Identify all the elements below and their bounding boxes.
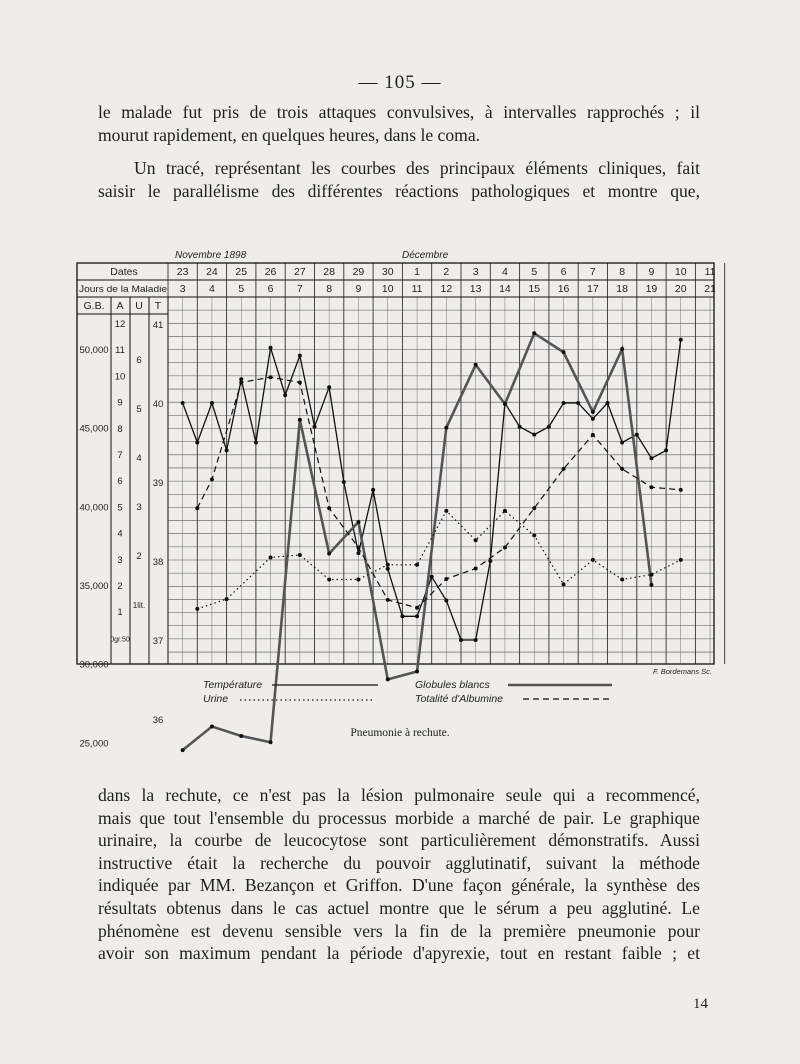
day-tick: 17: [587, 283, 599, 295]
series-point-urine: [356, 578, 360, 582]
day-tick: 20: [674, 283, 687, 295]
urine-tick: 4: [136, 453, 142, 464]
date-tick: 11: [704, 266, 716, 278]
day-tick: 11: [411, 283, 423, 295]
series-point-albumine: [298, 380, 302, 384]
series-point-albumine: [195, 506, 199, 510]
date-tick: 7: [589, 266, 596, 278]
series-point-urine: [679, 558, 683, 562]
series-point-globules-blancs: [356, 520, 360, 524]
series-point-temperature: [181, 401, 185, 405]
axis-header: U: [135, 300, 143, 312]
day-tick: 9: [355, 283, 362, 295]
series-point-temperature: [327, 385, 331, 389]
series-point-urine: [386, 563, 390, 567]
albumine-tick: 8: [117, 423, 123, 435]
date-tick: 8: [619, 266, 626, 278]
signature-mark: 14: [693, 996, 708, 1012]
albumine-tick: 3: [117, 554, 123, 566]
series-point-temperature: [679, 338, 683, 342]
series-point-albumine: [239, 380, 243, 384]
date-tick: 3: [472, 266, 479, 278]
paragraph-line: indiquée par MM. Bezançon et Griffon. D'une façon générale, la synthèse des: [98, 875, 700, 896]
date-tick: 25: [235, 266, 248, 278]
series-point-temperature: [562, 401, 566, 405]
series-point-temperature: [547, 425, 551, 429]
legend-temperature-label: Température: [203, 679, 263, 691]
month-label: Novembre 1898: [175, 250, 247, 261]
series-point-globules-blancs: [298, 418, 302, 422]
series-point-globules-blancs: [649, 583, 653, 587]
date-tick: 6: [560, 266, 567, 278]
series-point-albumine: [444, 577, 448, 581]
paragraph-line: urinaire, la courbe de leucocytose sont particulièrement démonstratifs. Aussi: [98, 830, 700, 851]
paragraph-line: phénomène est devenu sensible vers la fin de la première pneumonie pour: [98, 920, 700, 941]
date-tick: 23: [176, 266, 189, 278]
urine-tick: 5: [136, 404, 142, 415]
engraver-credit: F. Bordemans Sc.: [652, 667, 712, 676]
day-tick: 10: [381, 283, 394, 295]
series-point-urine: [415, 563, 419, 567]
temp-tick: 38: [152, 557, 164, 568]
date-tick: 24: [206, 266, 218, 278]
day-tick: 16: [557, 283, 570, 295]
series-point-globules-blancs: [474, 363, 478, 367]
axis-header: A: [116, 300, 124, 312]
series-point-urine: [503, 509, 507, 513]
urine-tick: 6: [136, 355, 142, 366]
series-point-albumine: [210, 477, 214, 481]
series-point-urine: [195, 607, 199, 611]
date-tick: 29: [352, 266, 365, 278]
legend-albumine-label: Totalité d'Albumine: [415, 693, 504, 705]
paragraph-line: résultats obtenus dans le cas actuel montre que le sérum a peu agglutiné. Le: [98, 897, 700, 918]
page-number: — 105 —: [358, 72, 442, 93]
series-point-globules-blancs: [620, 347, 624, 351]
albumine-tick: 11: [115, 345, 125, 357]
day-tick: 4: [209, 283, 215, 295]
series-point-albumine: [620, 467, 624, 471]
series-point-globules-blancs: [327, 551, 331, 555]
date-tick: 9: [648, 266, 655, 278]
albumine-tick: 7: [117, 450, 123, 461]
series-point-globules-blancs: [386, 677, 390, 681]
series-point-temperature: [474, 638, 478, 642]
days-label: Jours de la Maladie: [79, 284, 167, 294]
series-point-globules-blancs: [503, 402, 507, 406]
series-point-temperature: [649, 456, 653, 460]
day-tick: 13: [469, 283, 482, 295]
series-point-globules-blancs: [415, 669, 419, 673]
series-point-temperature: [415, 614, 419, 618]
series-point-albumine: [327, 506, 331, 510]
series-point-temperature: [444, 599, 448, 603]
series-point-temperature: [532, 433, 536, 437]
series-point-temperature: [635, 433, 639, 437]
series-point-temperature: [620, 441, 624, 445]
paragraph-line: Un tracé, représentant les courbes des principaux éléments cliniques, fait: [134, 158, 700, 178]
day-tick: 7: [296, 283, 303, 295]
day-tick: 8: [326, 283, 333, 295]
date-tick: 28: [323, 266, 335, 278]
series-point-globules-blancs: [444, 426, 448, 430]
day-tick: 3: [179, 283, 186, 295]
series-point-albumine: [562, 467, 566, 471]
series-point-temperature: [371, 488, 375, 492]
series-point-albumine: [356, 546, 360, 550]
date-tick: 27: [294, 266, 306, 278]
series-point-globules-blancs: [181, 748, 185, 752]
series-point-temperature: [386, 567, 390, 571]
series-point-albumine: [415, 606, 419, 610]
series-point-temperature: [210, 401, 214, 405]
date-tick: 10: [674, 266, 687, 278]
bottom-paragraph: [98, 784, 700, 965]
paragraph-line: saisir le parallélisme des différentes réactions pathologiques et montre que,: [98, 180, 700, 201]
albumine-tick: 5: [117, 502, 123, 514]
albumine-tick: 4: [117, 528, 123, 540]
gb-tick: 45,000: [79, 423, 109, 435]
albumine-tick: 6: [117, 476, 123, 488]
day-tick: 19: [645, 283, 658, 295]
paragraph-line: dans la rechute, ce n'est pas la lésion pulmonaire seule qui a recommencé,: [98, 785, 700, 805]
series-point-temperature: [298, 354, 302, 358]
series-point-albumine: [474, 566, 478, 570]
date-tick: 4: [502, 266, 508, 278]
gb-tick: 35,000: [79, 580, 109, 592]
series-point-temperature: [283, 393, 287, 397]
series-point-urine: [298, 553, 302, 557]
albumine-tick: 9: [117, 397, 123, 409]
series-point-urine: [532, 533, 536, 537]
date-tick: 1: [414, 266, 420, 278]
series-point-globules-blancs: [562, 350, 566, 354]
series-point-albumine: [269, 375, 273, 379]
dates-label: Dates: [110, 266, 138, 278]
series-point-temperature: [225, 448, 229, 452]
paragraph-line: le malade fut pris de trois attaques convulsives, à intervalles rapprochés ; il: [98, 102, 700, 122]
date-tick: 2: [443, 266, 450, 278]
urine-tick: 1lit.: [132, 601, 146, 610]
date-tick: 30: [381, 266, 394, 278]
legend-urine-label: Urine: [203, 693, 229, 705]
gb-tick: 25,000: [79, 738, 109, 750]
series-point-temperature: [313, 425, 317, 429]
series-point-globules-blancs: [269, 740, 273, 744]
day-tick: 5: [238, 283, 245, 295]
series-point-urine: [225, 597, 229, 601]
albumine-tick: 1: [117, 607, 123, 619]
series-point-temperature: [342, 480, 346, 484]
paragraph-line: mourut rapidement, en quelques heures, dans le coma.: [98, 124, 481, 145]
series-point-urine: [474, 538, 478, 542]
series-point-temperature: [356, 551, 360, 555]
series-point-temperature: [576, 401, 580, 405]
series-point-urine: [327, 578, 331, 582]
series-point-temperature: [269, 346, 273, 350]
urine-tick: 2: [136, 551, 142, 562]
figure-caption: Pneumonie à rechute.: [350, 727, 450, 739]
date-tick: 26: [264, 266, 277, 278]
series-point-temperature: [488, 559, 492, 563]
month-label: Décembre: [402, 250, 449, 261]
series-point-urine: [620, 578, 624, 582]
series-point-temperature: [591, 417, 595, 421]
series-point-urine: [649, 573, 653, 577]
albumine-tick: 2: [117, 581, 123, 592]
gb-tick: 50,000: [79, 345, 109, 356]
series-point-temperature: [606, 401, 610, 405]
axis-header: G.B.: [83, 300, 105, 312]
series-point-temperature: [430, 575, 434, 579]
day-tick: 21: [704, 283, 716, 295]
albumine-tick: 12: [114, 319, 126, 330]
gb-tick: 30,000: [79, 659, 109, 671]
series-point-urine: [269, 555, 273, 559]
day-tick: 6: [267, 283, 274, 295]
day-tick: 14: [499, 283, 511, 295]
series-point-albumine: [679, 488, 683, 492]
temp-tick: 36: [152, 715, 164, 726]
urine-tick: 3: [136, 502, 142, 513]
paragraph-line: avoir son maximum pendant la période d'apyrexie, tout en restant faible ; et: [98, 943, 700, 964]
series-point-urine: [562, 582, 566, 586]
series-point-urine: [444, 509, 448, 513]
temp-tick: 39: [152, 478, 164, 489]
temp-tick: 40: [152, 399, 164, 410]
series-point-temperature: [254, 441, 258, 445]
series-point-albumine: [591, 433, 595, 437]
series-point-albumine: [503, 546, 507, 550]
series-point-albumine: [532, 506, 536, 510]
temp-tick: 37: [152, 636, 164, 647]
day-tick: 18: [616, 283, 628, 295]
gb-tick: 40,000: [79, 502, 109, 514]
axis-header: T: [154, 300, 162, 312]
series-point-temperature: [459, 638, 463, 642]
series-point-albumine: [649, 485, 653, 489]
paragraph-line: mais que tout l'ensemble du processus morbide a marché de pair. Le graphique: [98, 807, 700, 828]
series-point-globules-blancs: [532, 331, 536, 335]
series-point-albumine: [386, 598, 390, 602]
temp-tick: 41: [152, 320, 164, 331]
albumine-tick: 10: [114, 371, 126, 383]
series-point-urine: [591, 558, 595, 562]
albumine-tick: 0gr.50: [110, 636, 130, 644]
paragraph-line: instructive était la recherche du pouvoir agglutinatif, suivant la méthode: [98, 852, 700, 873]
series-point-temperature: [518, 425, 522, 429]
day-tick: 15: [528, 283, 541, 295]
legend-globules-label: Globules blancs: [415, 679, 490, 691]
series-point-temperature: [664, 448, 668, 452]
series-point-globules-blancs: [591, 410, 595, 414]
series-point-temperature: [195, 441, 199, 445]
date-tick: 5: [531, 266, 538, 278]
day-tick: 12: [440, 283, 453, 295]
series-point-temperature: [400, 614, 404, 618]
